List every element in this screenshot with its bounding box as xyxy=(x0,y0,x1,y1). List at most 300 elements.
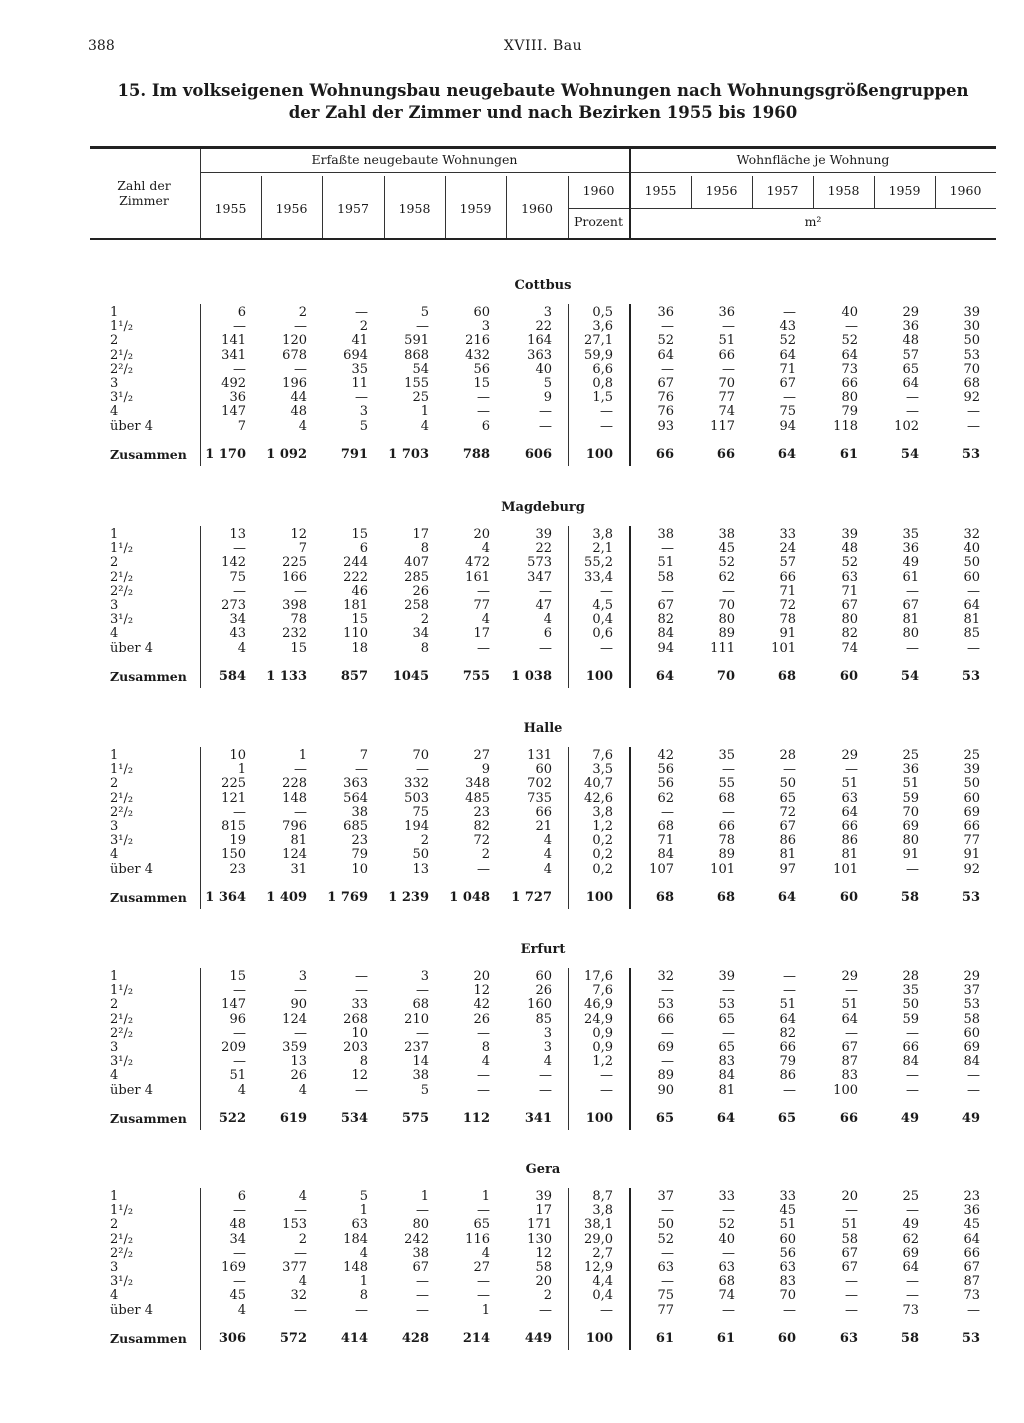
table-cell: — xyxy=(355,1082,368,1098)
section-halle xyxy=(90,721,996,911)
table-cell: — xyxy=(722,1025,735,1041)
row-label: 1¹/₂ xyxy=(110,983,134,999)
table-cell: 31 xyxy=(290,861,307,877)
table-cell: 3,5 xyxy=(592,762,613,778)
table-cell: 40 xyxy=(718,1231,735,1247)
table-cell: 66 xyxy=(902,1040,919,1055)
table-cell: 1 xyxy=(420,404,429,420)
table-cell: — xyxy=(600,1302,613,1318)
table-row xyxy=(90,1055,996,1069)
row-label: 2²/₂ xyxy=(110,1245,134,1261)
table-cell: 83 xyxy=(779,1274,796,1290)
table-cell: — xyxy=(416,1302,429,1318)
table-cell: 52 xyxy=(718,1217,735,1233)
row-label: 4 xyxy=(110,404,119,420)
table-cell: 45 xyxy=(963,1217,980,1233)
table-row xyxy=(90,1233,996,1247)
table-cell: 72 xyxy=(779,598,796,613)
row-label: 4 xyxy=(110,1068,119,1084)
table-row xyxy=(90,1304,996,1318)
table-cell: 4 xyxy=(298,1274,307,1290)
total-label: Zusammen xyxy=(110,669,187,684)
table-cell: 181 xyxy=(343,598,368,613)
table-cell: 68 xyxy=(963,376,980,391)
row-label: 3 xyxy=(110,1040,119,1055)
table-cell: 20 xyxy=(535,1274,552,1290)
table-cell: 73 xyxy=(841,361,858,377)
table-cell: 815 xyxy=(221,819,246,834)
table-row xyxy=(90,1084,996,1098)
table-cell: 3 xyxy=(481,319,490,335)
table-row xyxy=(90,806,996,820)
table-cell: 44 xyxy=(290,390,307,406)
table-cell: 53 xyxy=(657,997,674,1013)
table-cell: — xyxy=(294,762,307,778)
year-header: 1956 xyxy=(705,183,738,198)
table-cell: 51 xyxy=(841,1217,858,1233)
group-header-wohnflaeche: Wohnfläche je Wohnung xyxy=(736,152,890,167)
table-cell: 6 xyxy=(237,305,246,320)
table-cell: 93 xyxy=(657,418,674,434)
table-cell: 53 xyxy=(961,447,980,462)
table-cell: — xyxy=(783,762,796,778)
table-cell: 67 xyxy=(841,1245,858,1261)
table-cell: 332 xyxy=(404,776,429,792)
table-cell: 35 xyxy=(351,361,368,377)
table-cell: — xyxy=(906,1082,919,1098)
table-cell: 69 xyxy=(902,1245,919,1261)
table-cell: 25 xyxy=(902,1189,919,1204)
page-number: 388 xyxy=(88,38,115,54)
table-cell: 242 xyxy=(404,1231,429,1247)
table-row xyxy=(90,863,996,877)
year-header: 1960 xyxy=(521,201,553,216)
table-cell: 130 xyxy=(527,1231,552,1247)
table-row xyxy=(90,984,996,998)
total-row xyxy=(90,1112,996,1126)
table-cell: 39 xyxy=(841,527,858,542)
table-cell: 51 xyxy=(718,333,735,349)
table-cell: 65 xyxy=(718,1011,735,1027)
table-cell: 78 xyxy=(718,833,735,849)
table-cell: — xyxy=(906,861,919,877)
table-cell: — xyxy=(477,1274,490,1290)
table-cell: 3 xyxy=(359,404,368,420)
table-cell: 80 xyxy=(902,833,919,849)
table-cell: 63 xyxy=(718,1260,735,1275)
table-cell: — xyxy=(416,983,429,999)
table-cell: 76 xyxy=(657,404,674,420)
table-cell: 348 xyxy=(465,776,490,792)
table-cell: — xyxy=(661,361,674,377)
table-cell: 414 xyxy=(340,1331,368,1346)
table-row xyxy=(90,848,996,862)
table-cell: 184 xyxy=(343,1231,368,1247)
table-row xyxy=(90,391,996,405)
table-cell: 66 xyxy=(718,347,735,363)
table-cell: 60 xyxy=(839,890,858,905)
row-label: 2 xyxy=(110,776,119,792)
table-cell: 37 xyxy=(657,1189,674,1204)
table-cell: 89 xyxy=(718,847,735,863)
table-cell: 86 xyxy=(779,833,796,849)
table-cell: 61 xyxy=(716,1331,735,1346)
table-cell: 32 xyxy=(657,969,674,984)
table-cell: 29 xyxy=(841,969,858,984)
table-cell: 53 xyxy=(961,890,980,905)
row-label: 3¹/₂ xyxy=(110,833,134,849)
table-cell: — xyxy=(355,969,368,984)
table-cell: — xyxy=(477,1288,490,1304)
table-cell: 155 xyxy=(404,376,429,391)
table-cell: 1 092 xyxy=(266,447,307,462)
table-cell: 25 xyxy=(412,390,429,406)
table-cell: 40,7 xyxy=(584,776,613,792)
table-cell: 52 xyxy=(657,1231,674,1247)
table-cell: 694 xyxy=(343,347,368,363)
table-cell: 8 xyxy=(420,541,429,557)
table-cell: 36 xyxy=(229,390,246,406)
table-cell: 503 xyxy=(404,790,429,806)
table-cell: 13 xyxy=(229,527,246,542)
table-cell: 8 xyxy=(359,1288,368,1304)
table-cell: — xyxy=(783,983,796,999)
prozent-header: Prozent xyxy=(574,214,623,229)
table-cell: 341 xyxy=(221,347,246,363)
row-label: 1 xyxy=(110,969,119,984)
table-cell: 432 xyxy=(465,347,490,363)
table-cell: 268 xyxy=(343,1011,368,1027)
table-cell: 81 xyxy=(290,833,307,849)
table-cell: — xyxy=(845,1288,858,1304)
table-row xyxy=(90,599,996,613)
table-cell: — xyxy=(477,583,490,599)
table-cell: 1 xyxy=(359,1203,368,1219)
table-cell: 67 xyxy=(841,1040,858,1055)
table-cell: 0,9 xyxy=(592,1040,613,1055)
table-cell: — xyxy=(783,390,796,406)
year-header: 1959 xyxy=(459,201,492,216)
table-row xyxy=(90,405,996,419)
table-cell: 66 xyxy=(841,376,858,391)
table-cell: 84 xyxy=(657,847,674,863)
table-cell: 7 xyxy=(237,418,246,434)
table-cell: 755 xyxy=(462,669,490,684)
table-cell: 100 xyxy=(585,447,613,462)
table-cell: — xyxy=(722,319,735,335)
table-cell: 63 xyxy=(351,1217,368,1233)
table-cell: 1 170 xyxy=(205,447,246,462)
table-cell: — xyxy=(355,390,368,406)
table-cell: 56 xyxy=(657,776,674,792)
table-cell: 66 xyxy=(779,1040,796,1055)
table-cell: 64 xyxy=(902,1260,919,1275)
table-cell: 87 xyxy=(963,1274,980,1290)
table-cell: — xyxy=(294,583,307,599)
table-cell: 35 xyxy=(902,983,919,999)
table-cell: 50 xyxy=(963,776,980,792)
table-cell: 65 xyxy=(902,361,919,377)
table-cell: 38 xyxy=(351,804,368,820)
table-cell: — xyxy=(233,1025,246,1041)
table-cell: — xyxy=(233,804,246,820)
table-cell: 214 xyxy=(462,1331,490,1346)
table-cell: 1,2 xyxy=(592,819,613,834)
table-cell: 82 xyxy=(657,612,674,628)
table-row xyxy=(90,820,996,834)
row-label: 2¹/₂ xyxy=(110,1231,134,1247)
row-label: 2¹/₂ xyxy=(110,790,134,806)
table-row xyxy=(90,1041,996,1055)
table-cell: 32 xyxy=(963,527,980,542)
table-cell: 49 xyxy=(902,1217,919,1233)
header-unit-rule xyxy=(630,208,996,209)
table-row xyxy=(90,613,996,627)
table-header xyxy=(90,146,996,240)
table-cell: 232 xyxy=(282,626,307,642)
table-cell: — xyxy=(355,1302,368,1318)
total-row xyxy=(90,670,996,684)
table-cell: 153 xyxy=(282,1217,307,1233)
table-cell: 35 xyxy=(718,748,735,763)
table-cell: — xyxy=(477,1203,490,1219)
table-cell: 25 xyxy=(963,748,980,763)
table-cell: — xyxy=(783,305,796,320)
table-cell: 147 xyxy=(221,404,246,420)
table-cell: 53 xyxy=(963,347,980,363)
table-cell: — xyxy=(294,1245,307,1261)
table-cell: 74 xyxy=(841,640,858,656)
table-cell: 22 xyxy=(535,319,552,335)
table-cell: 45 xyxy=(229,1288,246,1304)
table-cell: 94 xyxy=(657,640,674,656)
table-cell: 6 xyxy=(359,541,368,557)
table-cell: 82 xyxy=(779,1025,796,1041)
table-cell: 61 xyxy=(902,569,919,585)
table-cell: 36 xyxy=(657,305,674,320)
year-header: 1955 xyxy=(214,201,247,216)
row-label: 1¹/₂ xyxy=(110,319,134,335)
year-header-1960: 1960 xyxy=(582,183,615,198)
table-cell: — xyxy=(477,861,490,877)
table-cell: 30 xyxy=(963,319,980,335)
table-row xyxy=(90,763,996,777)
table-cell: 4 xyxy=(298,418,307,434)
table-cell: 90 xyxy=(657,1082,674,1098)
table-row xyxy=(90,571,996,585)
table-cell: 33 xyxy=(779,1189,796,1204)
table-row xyxy=(90,970,996,984)
table-cell: — xyxy=(661,1025,674,1041)
table-cell: 111 xyxy=(710,640,735,656)
table-cell: — xyxy=(539,1302,552,1318)
table-cell: 17 xyxy=(473,626,490,642)
table-cell: 26 xyxy=(535,983,552,999)
total-row xyxy=(90,448,996,462)
row-label: 3 xyxy=(110,819,119,834)
table-cell: 20 xyxy=(473,969,490,984)
table-cell: 71 xyxy=(779,583,796,599)
table-cell: 131 xyxy=(527,748,552,763)
table-cell: 26 xyxy=(290,1068,307,1084)
table-cell: 75 xyxy=(229,569,246,585)
table-cell: 29 xyxy=(902,305,919,320)
table-cell: 118 xyxy=(833,418,858,434)
table-cell: 4 xyxy=(298,1189,307,1204)
table-cell: 18 xyxy=(351,640,368,656)
table-cell: 45 xyxy=(779,1203,796,1219)
table-cell: 1 364 xyxy=(205,890,246,905)
row-label: 1¹/₂ xyxy=(110,762,134,778)
table-cell: 7 xyxy=(359,748,368,763)
table-cell: 36 xyxy=(902,541,919,557)
table-cell: 6 xyxy=(481,418,490,434)
table-cell: 147 xyxy=(221,997,246,1013)
table-cell: 472 xyxy=(465,555,490,571)
table-cell: 23 xyxy=(963,1189,980,1204)
year-header: 1958 xyxy=(827,183,860,198)
row-label: 4 xyxy=(110,1288,119,1304)
table-cell: 67 xyxy=(963,1260,980,1275)
section-gera xyxy=(90,1162,996,1352)
table-cell: 54 xyxy=(900,447,919,462)
table-cell: 40 xyxy=(841,305,858,320)
table-cell: 10 xyxy=(229,748,246,763)
table-cell: 1 409 xyxy=(266,890,307,905)
table-cell: 79 xyxy=(841,404,858,420)
row-label: 2²/₂ xyxy=(110,361,134,377)
table-cell: 55,2 xyxy=(584,555,613,571)
table-cell: 5 xyxy=(543,376,552,391)
year-header: 1957 xyxy=(766,183,799,198)
table-cell: 7,6 xyxy=(592,748,613,763)
table-cell: 37 xyxy=(963,983,980,999)
table-cell: 67 xyxy=(779,819,796,834)
group-header-erfasste: Erfaßte neugebaute Wohnungen xyxy=(311,152,518,167)
table-cell: — xyxy=(661,1203,674,1219)
section-title: Cottbus xyxy=(514,278,572,293)
table-cell: 91 xyxy=(902,847,919,863)
table-cell: 141 xyxy=(221,333,246,349)
table-cell: 72 xyxy=(779,804,796,820)
table-cell: 3 xyxy=(543,1025,552,1041)
table-cell: 15 xyxy=(229,969,246,984)
table-cell: 68 xyxy=(718,1274,735,1290)
table-cell: 50 xyxy=(657,1217,674,1233)
table-cell: 2,1 xyxy=(592,541,613,557)
table-cell: 20 xyxy=(841,1189,858,1204)
table-cell: 117 xyxy=(710,418,735,434)
table-cell: 84 xyxy=(963,1054,980,1070)
table-cell: 7,6 xyxy=(592,983,613,999)
table-cell: 52 xyxy=(841,333,858,349)
table-cell: 46,9 xyxy=(584,997,613,1013)
table-cell: 61 xyxy=(655,1331,674,1346)
table-title-line-1: 15. Im volkseigenen Wohnungsbau neugebaute Wohnungen nach Wohnungsgrößengruppen xyxy=(117,81,969,100)
table-row xyxy=(90,363,996,377)
table-cell: 63 xyxy=(657,1260,674,1275)
table-cell: — xyxy=(233,541,246,557)
table-cell: — xyxy=(967,583,980,599)
table-cell: 2,7 xyxy=(592,1245,613,1261)
table-cell: — xyxy=(233,983,246,999)
table-cell: 225 xyxy=(282,555,307,571)
table-cell: 60 xyxy=(535,969,552,984)
running-head: XVIII. Bau xyxy=(503,38,583,54)
table-cell: 166 xyxy=(282,569,307,585)
table-cell: 38,1 xyxy=(584,1217,613,1233)
table-cell: — xyxy=(539,1068,552,1084)
table-cell: 79 xyxy=(779,1054,796,1070)
table-cell: 76 xyxy=(657,390,674,406)
table-cell: 685 xyxy=(343,819,368,834)
table-cell: — xyxy=(722,1245,735,1261)
table-cell: — xyxy=(722,1203,735,1219)
table-cell: — xyxy=(477,640,490,656)
section-title: Magdeburg xyxy=(501,500,585,515)
table-cell: — xyxy=(294,1302,307,1318)
table-cell: — xyxy=(845,1302,858,1318)
section-magdeburg xyxy=(90,500,996,690)
table-cell: — xyxy=(783,969,796,984)
table-cell: — xyxy=(600,418,613,434)
table-cell: 32 xyxy=(290,1288,307,1304)
table-cell: 67 xyxy=(779,376,796,391)
table-cell: 25 xyxy=(902,748,919,763)
table-cell: — xyxy=(906,1288,919,1304)
table-cell: 96 xyxy=(229,1011,246,1027)
table-cell: — xyxy=(294,319,307,335)
table-cell: 51 xyxy=(779,1217,796,1233)
table-cell: 64 xyxy=(655,669,674,684)
table-cell: 26 xyxy=(473,1011,490,1027)
table-cell: 17,6 xyxy=(584,969,613,984)
table-cell: 80 xyxy=(841,390,858,406)
table-cell: 56 xyxy=(657,762,674,778)
table-cell: 90 xyxy=(290,997,307,1013)
table-cell: — xyxy=(416,1203,429,1219)
table-cell: 39 xyxy=(718,969,735,984)
table-cell: 53 xyxy=(961,669,980,684)
table-cell: 22 xyxy=(535,541,552,557)
table-cell: 1 048 xyxy=(449,890,490,905)
table-cell: 23 xyxy=(473,804,490,820)
table-cell: 4,5 xyxy=(592,598,613,613)
table-cell: 62 xyxy=(657,790,674,806)
table-cell: — xyxy=(294,361,307,377)
table-row xyxy=(90,1275,996,1289)
table-cell: 1045 xyxy=(392,669,429,684)
table-cell: 619 xyxy=(279,1111,307,1126)
table-cell: 1 703 xyxy=(388,447,429,462)
table-cell: 4 xyxy=(481,541,490,557)
table-cell: 8 xyxy=(481,1040,490,1055)
table-cell: 2 xyxy=(481,847,490,863)
table-cell: 237 xyxy=(404,1040,429,1055)
table-row xyxy=(90,377,996,391)
table-cell: 27 xyxy=(473,748,490,763)
table-cell: 66 xyxy=(963,819,980,834)
row-label: 3¹/₂ xyxy=(110,390,134,406)
table-cell: 1 xyxy=(237,762,246,778)
table-cell: 60 xyxy=(963,569,980,585)
table-cell: 51 xyxy=(841,997,858,1013)
table-row xyxy=(90,542,996,556)
table-row xyxy=(90,1218,996,1232)
table-cell: — xyxy=(661,1274,674,1290)
page-header xyxy=(88,38,998,58)
table-cell: — xyxy=(906,583,919,599)
